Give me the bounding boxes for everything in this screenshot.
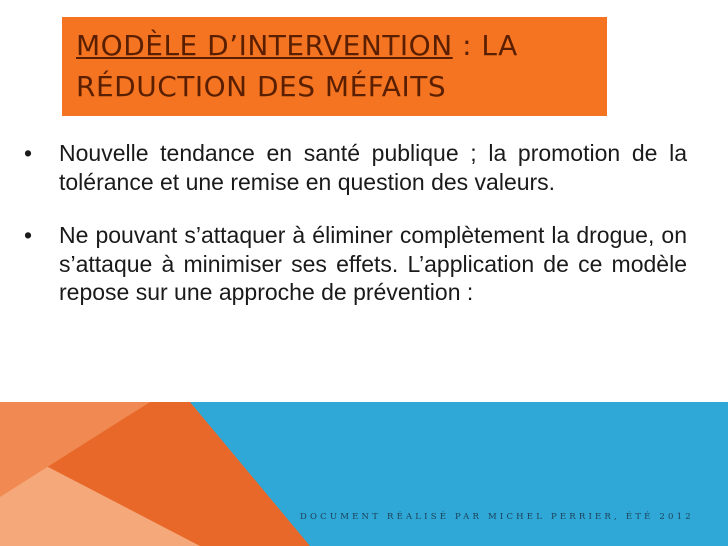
bullet-text: Nouvelle tendance en santé publique ; la promotion de la tolérance et une remise en question des valeurs.: [59, 140, 687, 195]
bullet-marker: •: [24, 140, 33, 166]
bullet-list: [24, 139, 687, 332]
title-box: [62, 17, 607, 116]
title-rest: : LA RÉDUCTION DES MÉFAITS: [76, 29, 518, 103]
decorative-bottom-band: [0, 402, 728, 546]
bullet-item: [24, 221, 687, 307]
bullet-marker: •: [24, 222, 33, 248]
bullet-item: [24, 139, 687, 196]
bullet-text: Ne pouvant s’attaquer à éliminer complètement la drogue, on s’attaque à minimiser ses effets. L’application de ce modèle repose sur une approche de prévention :: [59, 222, 687, 305]
slide-title: [76, 25, 596, 107]
footer-credit: DOCUMENT RÉALISÉ PAR MICHEL PERRIER, ÉTÉ 2012: [300, 512, 694, 522]
title-underlined: MODÈLE D’INTERVENTION: [76, 29, 453, 62]
